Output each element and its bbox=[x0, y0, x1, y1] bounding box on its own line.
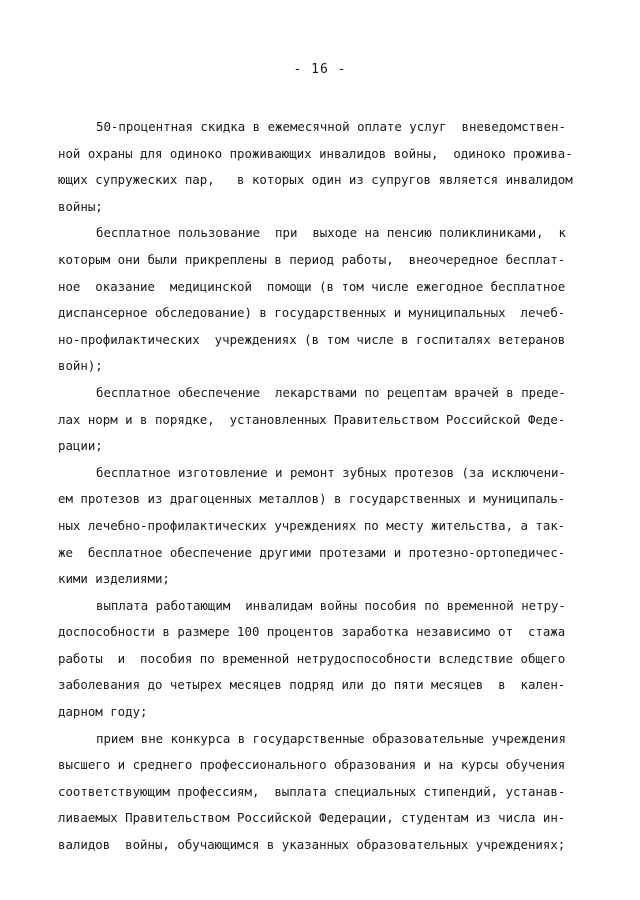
paragraph-dental-line-5: кими изделиями; bbox=[58, 571, 170, 587]
paragraph-polyclinic-line-2: которым они были прикреплены в период работы, внеочередное бесплат- bbox=[58, 251, 566, 267]
paragraph-polyclinic-line-6: войн); bbox=[58, 358, 103, 374]
paragraph-medicines-line-3: рации; bbox=[58, 438, 103, 454]
paragraph-dental-line-4: же бесплатное обеспечение другими протезами и протезно-ортопедичес- bbox=[58, 544, 566, 560]
paragraph-dental-line-3: ных лечебно-профилактических учреждениях по месту жительства, а так- bbox=[58, 517, 566, 533]
paragraph-sick-pay-line-2: доспособности в размере 100 процентов заработка независимо от стажа bbox=[58, 624, 566, 640]
paragraph-medicines-line-1: бесплатное обеспечение лекарствами по рецептам врачей в преде- bbox=[96, 384, 566, 400]
paragraph-medicines-line-2: лах норм и в порядке, установленных Правительством Российской Феде- bbox=[58, 411, 566, 427]
paragraph-security-discount-line-1: 50-процентная скидка в ежемесячной оплате услуг вневедомствен- bbox=[96, 119, 566, 134]
paragraph-education-line-1: прием вне конкурса в государственные образовательные учреждения bbox=[96, 730, 566, 746]
paragraph-sick-pay-line-3: работы и пособия по временной нетрудоспособности вследствие общего bbox=[58, 650, 566, 666]
paragraph-education-line-3: соответствующим профессиям, выплата специальных стипендий, устанав- bbox=[58, 783, 566, 799]
paragraph-polyclinic-line-3: ное оказание медицинской помощи (в том числе ежегодное бесплатное bbox=[58, 278, 566, 294]
page-number: - 16 - bbox=[293, 62, 347, 77]
paragraph-sick-pay-line-4: заболевания до четырех месяцев подряд или до пяти месяцев в кален- bbox=[58, 677, 566, 693]
document-body bbox=[58, 114, 585, 859]
paragraph-sick-pay-line-5: дарном году; bbox=[58, 704, 148, 720]
paragraph-education-line-2: высшего и среднего профессионального образования и на курсы обучения bbox=[58, 757, 566, 773]
paragraph-security-discount-line-4: войны; bbox=[58, 198, 103, 214]
paragraph-polyclinic-line-4: диспансерное обследование) в государственных и муниципальных лечеб- bbox=[58, 305, 566, 321]
paragraph-polyclinic-line-5: но-профилактических учреждениях (в том числе в госпиталях ветеранов bbox=[58, 331, 566, 347]
paragraph-education-line-4: ливаемых Правительством Российской Федерации, студентам из числа ин- bbox=[58, 810, 566, 826]
paragraph-education-line-5: валидов войны, обучающимся в указанных образовательных учреждениях; bbox=[58, 837, 566, 853]
paragraph-dental-line-1: бесплатное изготовление и ремонт зубных протезов (за исключени- bbox=[96, 464, 566, 480]
paragraph-sick-pay-line-1: выплата работающим инвалидам войны пособия по временной нетру- bbox=[96, 597, 566, 613]
paragraph-security-discount-line-2: ной охраны для одиноко проживающих инвалидов войны, одиноко прожива- bbox=[58, 145, 573, 161]
paragraph-dental-line-2: ем протезов из драгоценных металлов) в государственных и муниципаль- bbox=[58, 491, 566, 507]
paragraph-polyclinic-line-1: бесплатное пользование при выходе на пенсию поликлиниками, к bbox=[96, 225, 566, 241]
paragraph-security-discount-line-3: ющих супружеских пар, в которых один из супругов является инвалидом bbox=[58, 172, 573, 188]
